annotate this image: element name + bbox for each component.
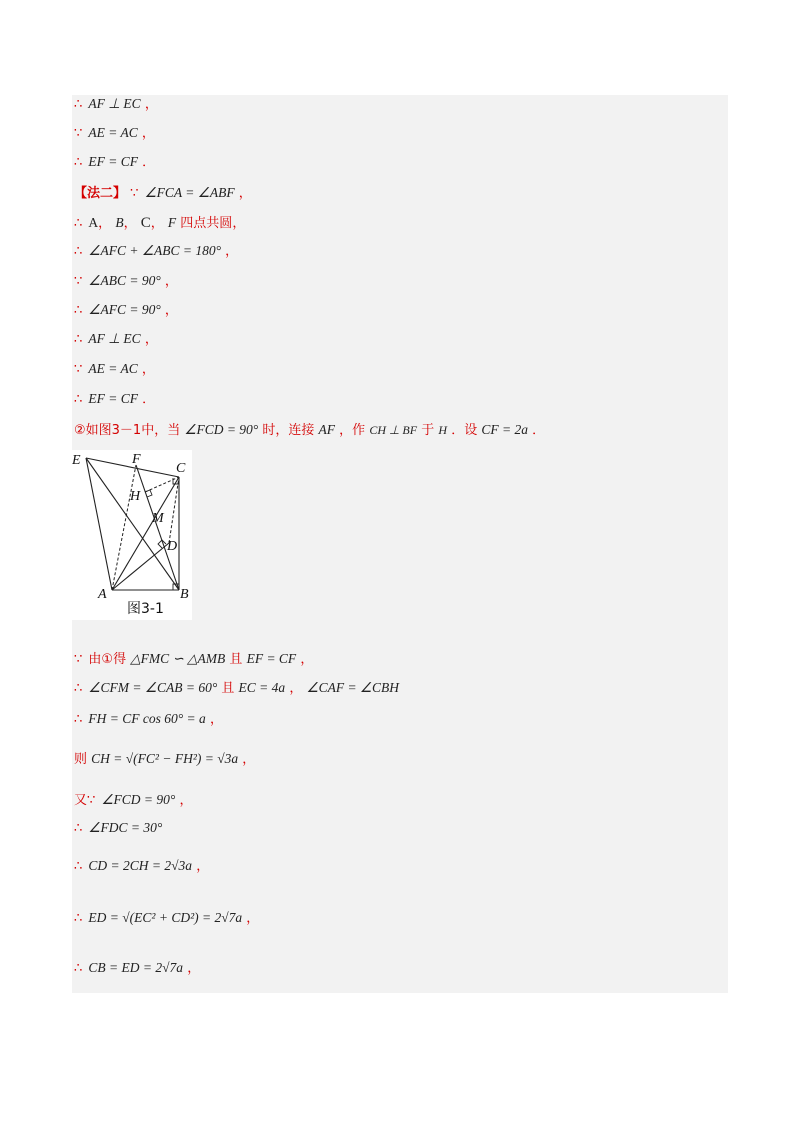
- solution-text: 且: [221, 681, 235, 696]
- therefore-symbol: ∴: [74, 392, 83, 407]
- math-expression: AF: [318, 422, 336, 437]
- proof-line-11: [74, 388, 155, 410]
- statement-text: ，作: [339, 423, 366, 438]
- solution-line-2: [74, 677, 399, 699]
- punctuation: ，: [141, 126, 155, 141]
- point-a: A: [88, 215, 99, 230]
- punctuation: ，: [144, 332, 158, 347]
- punctuation: ．: [142, 392, 156, 407]
- math-expression: ∠FCD = 90°: [184, 422, 259, 437]
- punctuation: ，: [225, 244, 239, 259]
- punctuation: ，: [209, 712, 223, 727]
- punctuation: ，: [179, 793, 193, 808]
- therefore-symbol: ∴: [74, 911, 83, 926]
- label-c: C: [176, 461, 186, 476]
- solution-line-6: [74, 817, 162, 839]
- label-a: A: [98, 587, 107, 602]
- label-d: D: [167, 539, 178, 554]
- therefore-symbol: ∴: [74, 332, 83, 347]
- label-f: F: [132, 452, 141, 467]
- therefore-symbol: ∴: [74, 859, 83, 874]
- math-expression: ∠FDC = 30°: [88, 820, 163, 835]
- punctuation: ，: [232, 216, 246, 231]
- math-expression: H: [438, 423, 448, 437]
- because-symbol: ∵: [74, 652, 83, 667]
- punctuation: ，: [246, 911, 260, 926]
- therefore-symbol: ∴: [74, 961, 83, 976]
- therefore-symbol: ∴: [74, 712, 83, 727]
- punctuation: ，: [242, 752, 256, 767]
- proof-line-2: [74, 122, 155, 144]
- geometry-figure-3-1: [72, 450, 192, 620]
- because-symbol: ∵: [74, 126, 83, 141]
- math-expression: ∠ABC = 90°: [88, 273, 161, 288]
- math-expression: ∠AFC + ∠ABC = 180°: [88, 243, 221, 258]
- solution-text: 又: [74, 793, 88, 808]
- therefore-symbol: ∴: [74, 681, 83, 696]
- proof-line-6: [74, 240, 238, 262]
- therefore-symbol: ∴: [74, 821, 83, 836]
- punctuation: ．: [532, 423, 546, 438]
- punctuation: ，: [164, 274, 178, 289]
- math-expression: CH = √(FC² − FH²) = √3a: [91, 751, 239, 766]
- math-expression: ∠AFC = 90°: [88, 302, 161, 317]
- punctuation: ，: [123, 216, 137, 231]
- proof-line-5: [74, 212, 245, 234]
- math-expression: FH = CF cos 60° = a: [88, 711, 206, 726]
- punctuation: ，: [144, 97, 158, 112]
- statement-text: 时，连接: [262, 423, 315, 438]
- math-expression: EF = CF: [88, 391, 139, 406]
- proof-line-7: [74, 270, 178, 292]
- therefore-symbol: ∴: [74, 303, 83, 318]
- label-e: E: [72, 453, 81, 468]
- punctuation: ．: [142, 155, 156, 170]
- proof-line-10: [74, 358, 155, 380]
- solution-line-9: [74, 957, 200, 979]
- because-symbol: ∵: [74, 274, 83, 289]
- math-expression: EF = CF: [246, 651, 297, 666]
- proof-line-8: [74, 299, 178, 321]
- concyclic-text: 四点共圆: [180, 216, 233, 231]
- math-expression: CB = ED = 2√7a: [88, 960, 184, 975]
- math-expression: ∠FCD = 90°: [101, 792, 176, 807]
- statement-text: ．设: [451, 423, 478, 438]
- punctuation: ，: [196, 859, 210, 874]
- math-expression: ED = √(EC² + CD²) = 2√7a: [88, 910, 243, 925]
- proof-line-3: [74, 151, 155, 173]
- math-expression: AE = AC: [88, 125, 138, 140]
- math-expression: AE = AC: [88, 361, 138, 376]
- punctuation: ，: [289, 681, 303, 696]
- math-expression: AF ⊥ EC: [88, 331, 141, 346]
- therefore-symbol: ∴: [74, 216, 83, 231]
- because-symbol: ∵: [87, 793, 96, 808]
- solution-line-8: [74, 907, 259, 929]
- method-label: 【法二】: [74, 186, 127, 201]
- solution-line-7: [74, 855, 209, 877]
- solution-text: 由①得: [88, 652, 127, 667]
- math-expression: CF = 2a: [481, 422, 528, 437]
- label-b: B: [180, 587, 189, 602]
- punctuation: ，: [187, 961, 201, 976]
- math-expression: ∠FCA = ∠ABF: [144, 185, 235, 200]
- label-m: M: [152, 511, 164, 526]
- math-expression: CH ⊥ BF: [369, 423, 418, 437]
- math-expression: CD = 2CH = 2√3a: [88, 858, 193, 873]
- therefore-symbol: ∴: [74, 244, 83, 259]
- because-symbol: ∵: [74, 362, 83, 377]
- figure-caption: 图3-1: [127, 601, 164, 617]
- punctuation: ，: [238, 186, 252, 201]
- math-expression: △FMC ∽ △AMB: [130, 651, 226, 666]
- therefore-symbol: ∴: [74, 97, 83, 112]
- math-expression: ∠CAF = ∠CBH: [306, 680, 400, 695]
- proof-line-1: [74, 93, 158, 115]
- math-expression: ∠CFM = ∠CAB = 60°: [88, 680, 218, 695]
- punctuation: ，: [300, 652, 314, 667]
- solution-text: 则: [74, 752, 88, 767]
- proof-line-9: [74, 328, 158, 350]
- solution-line-1: [74, 648, 313, 670]
- point-f: F: [167, 215, 177, 230]
- solution-text: 且: [229, 652, 243, 667]
- punctuation: ，: [150, 216, 164, 231]
- punctuation: ，: [141, 362, 155, 377]
- math-expression: AF ⊥ EC: [88, 96, 141, 111]
- because-symbol: ∵: [130, 186, 139, 201]
- label-h: H: [130, 489, 141, 504]
- punctuation: ，: [164, 303, 178, 318]
- problem-statement-line: [74, 419, 545, 441]
- therefore-symbol: ∴: [74, 155, 83, 170]
- math-expression: EC = 4a: [238, 680, 286, 695]
- point-b: B: [115, 215, 124, 230]
- solution-line-3: [74, 708, 223, 730]
- point-c: C: [140, 215, 151, 231]
- punctuation: ，: [98, 216, 112, 231]
- solution-line-4: [74, 748, 255, 770]
- math-expression: EF = CF: [88, 154, 139, 169]
- statement-text: 于: [421, 423, 435, 438]
- proof-line-4: [74, 182, 252, 204]
- statement-text: ②如图3－1中，当: [74, 423, 181, 438]
- solution-line-5: [74, 789, 192, 811]
